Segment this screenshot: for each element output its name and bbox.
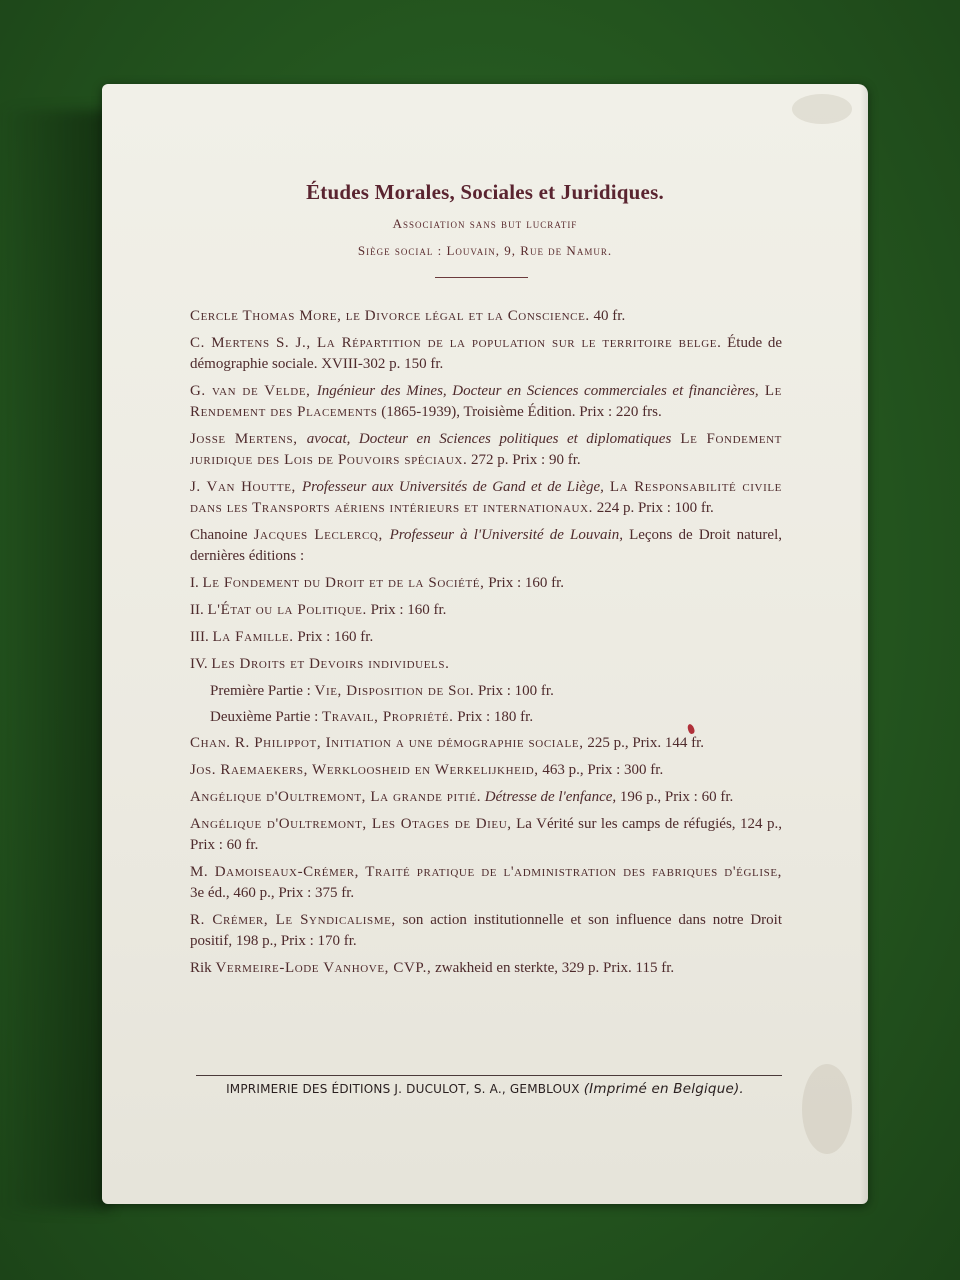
- entry-text: II.: [190, 602, 208, 618]
- book-shadow: [0, 110, 110, 1210]
- entry-text: La Responsabilité civile dans les Transports aériens intérieurs et internationaux.: [190, 479, 783, 516]
- entry-text: IV.: [190, 656, 212, 672]
- entry-text: 272 p. Prix : 90 fr.: [467, 452, 581, 468]
- book-entry: [190, 600, 782, 621]
- entry-text: R. Crémer, Le Syndicalisme,: [190, 912, 396, 928]
- entry-text: Prix : 160 fr.: [484, 575, 565, 591]
- entry-text: Prix : 160 fr.: [366, 602, 447, 618]
- entry-text: 225 p., Prix. 144 fr.: [583, 735, 704, 751]
- cover-wear: [802, 1064, 852, 1154]
- entry-text: J. Van Houtte,: [190, 479, 302, 495]
- association-line: Association sans but lucratif: [392, 216, 578, 231]
- entry-text: Prix : 180 fr.: [453, 709, 534, 725]
- book-list: [190, 306, 782, 985]
- entry-text: G. van de Velde,: [190, 383, 317, 399]
- entry-text: La Famille.: [212, 629, 294, 645]
- book-entry: [190, 381, 782, 423]
- entry-text: Angélique d'Oultremont, La grande pitié.: [190, 789, 482, 805]
- book-entry: [190, 910, 782, 952]
- entry-text: Rik: [190, 960, 216, 976]
- entry-text: M. Damoiseaux-Crémer, Traité pratique de l'administration des fabriques d'église,: [190, 864, 782, 880]
- book-entry: [190, 477, 782, 519]
- book-entry: [190, 862, 782, 904]
- book-entry: [190, 681, 782, 702]
- entry-text: Le Fondement juridique des Lois de Pouvoirs spéciaux.: [190, 431, 783, 468]
- imprint-italic: (Imprimé en Belgique).: [583, 1081, 744, 1097]
- book-entry: [190, 958, 782, 979]
- publisher-title: Études Morales, Sociales et Juridiques.: [306, 180, 664, 204]
- book-entry: [190, 627, 782, 648]
- entry-text: Détresse de l'enfance,: [484, 789, 617, 805]
- book-entry: [190, 306, 782, 327]
- entry-text: (1865-1939), Troisième Édition. Prix : 220 frs.: [377, 404, 662, 420]
- entry-text: Le Rendement des Placements: [190, 383, 782, 420]
- address-line: Siège social : Louvain, 9, Rue de Namur.: [357, 243, 613, 258]
- entry-text: Travail, Propriété.: [322, 709, 454, 725]
- entry-text: zwakheid en sterkte, 329 p. Prix. 115 fr.: [431, 960, 675, 976]
- entry-text: I.: [190, 575, 203, 591]
- entry-text: Cercle Thomas More, le Divorce légal et la Conscience.: [190, 308, 590, 324]
- book-back-cover: [102, 84, 868, 1204]
- entry-text: Angélique d'Oultremont, Les Otages de Dieu,: [190, 816, 512, 832]
- entry-text: 196 p., Prix : 60 fr.: [616, 789, 734, 805]
- entry-text: avocat, Docteur en Sciences politiques et diplomatiques: [306, 431, 672, 447]
- entry-text: Deuxième Partie :: [210, 709, 323, 725]
- entry-text: Chanoine: [190, 527, 254, 543]
- book-entry: [190, 814, 782, 856]
- entry-text: Jos. Raemaekers, Werkloosheid en Werkelijkheid,: [190, 762, 539, 778]
- entry-text: 463 p., Prix : 300 fr.: [538, 762, 664, 778]
- entry-text: son action institutionnelle et son influence dans notre Droit positif, 198 p., Prix : 170 fr.: [190, 912, 782, 949]
- book-entry: [190, 787, 782, 808]
- book-entry: [190, 525, 782, 567]
- entry-text: Professeur à l'Université de Louvain,: [389, 527, 623, 543]
- book-entry: [190, 760, 782, 781]
- cover-wear: [792, 94, 852, 124]
- entry-text: Prix : 160 fr.: [293, 629, 374, 645]
- entry-text: La Vérité sur les camps de réfugiés, 124 p., Prix : 60 fr.: [190, 816, 783, 853]
- entry-text: 3e éd., 460 p., Prix : 375 fr.: [190, 885, 355, 901]
- entry-text: Les Droits et Devoirs individuels.: [211, 656, 450, 672]
- entry-text: Ingénieur des Mines, Docteur en Sciences commerciales et financières,: [316, 383, 759, 399]
- book-entry: [190, 733, 782, 754]
- entry-text: Vermeire-Lode Vanhove, CVP.,: [215, 960, 432, 976]
- book-entry: [190, 429, 782, 471]
- book-entry: [190, 654, 782, 675]
- entry-text: Chan. R. Philippot, Initiation a une démographie sociale,: [190, 735, 584, 751]
- imprint-text: IMPRIMERIE DES ÉDITIONS J. DUCULOT, S. A., GEMBLOUX: [226, 1082, 584, 1096]
- header-divider: [435, 277, 528, 278]
- entry-text: Vie, Disposition de Soi.: [314, 683, 475, 699]
- entry-text: 224 p. Prix : 100 fr.: [592, 500, 714, 516]
- entry-text: Étude de démographie sociale. XVIII-302 p. 150 fr.: [190, 335, 782, 372]
- entry-text: Leçons de Droit naturel, dernières éditions :: [190, 527, 783, 564]
- entry-text: Prix : 100 fr.: [474, 683, 554, 699]
- entry-text: Josse Mertens,: [190, 431, 307, 447]
- entry-text: L'État ou la Politique.: [207, 602, 367, 618]
- book-entry: [190, 707, 782, 728]
- book-entry: [190, 333, 782, 375]
- entry-text: 40 fr.: [589, 308, 626, 324]
- entry-text: Jacques Leclercq,: [253, 527, 390, 543]
- entry-text: III.: [190, 629, 213, 645]
- entry-text: Première Partie :: [210, 683, 315, 699]
- book-entry: [190, 573, 782, 594]
- footer-divider: [196, 1075, 782, 1076]
- printer-imprint: [102, 1081, 868, 1097]
- entry-text: C. Mertens S. J., La Répartition de la population sur le territoire belge.: [190, 335, 722, 351]
- entry-text: Le Fondement du Droit et de la Société,: [202, 575, 485, 591]
- entry-text: Professeur aux Universités de Gand et de Liège,: [301, 479, 604, 495]
